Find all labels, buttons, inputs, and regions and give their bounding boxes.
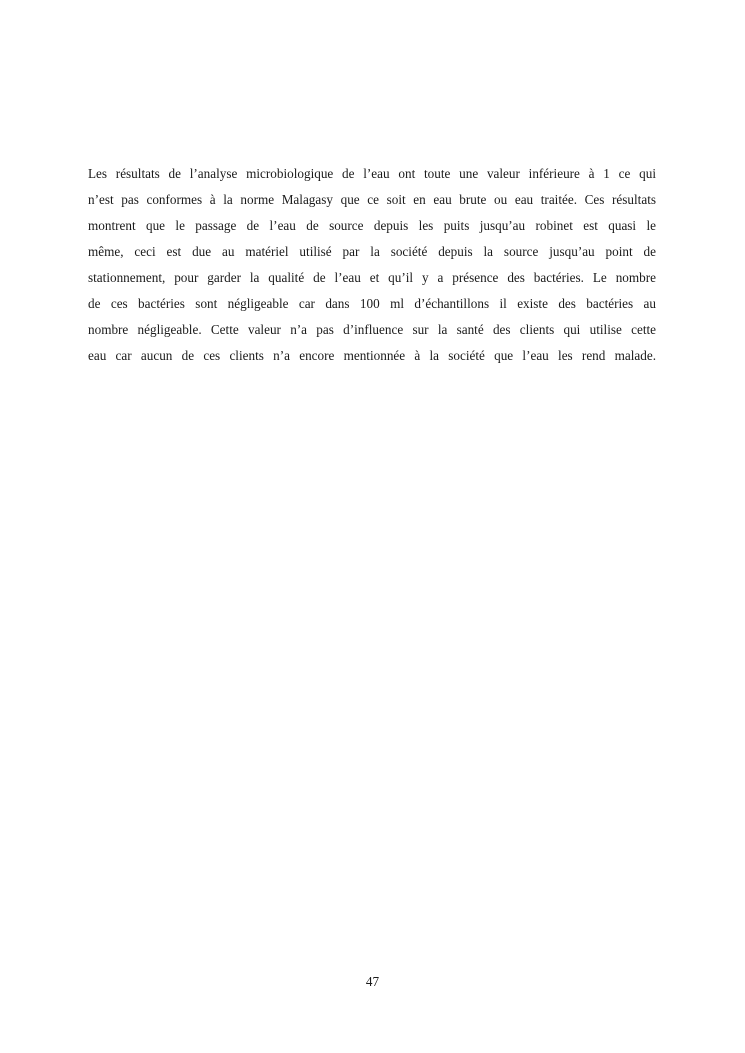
paragraph-line-2: n’est pas conformes à la norme Malagasy que ce soit en eau brute ou eau traitée. Ces résultats [88,192,656,207]
page-number: 47 [365,974,380,989]
paragraph-line-7: nombre négligeable. Cette valeur n’a pas d’influence sur la santé des clients qui utilise cette [88,322,656,337]
paragraph-line-6: de ces bactéries sont négligeable car dans 100 ml d’échantillons il existe des bactéries au [88,296,656,311]
paragraph-line-3: montrent que le passage de l’eau de source depuis les puits jusqu’au robinet est quasi le [88,218,656,233]
paragraph-line-8: eau car aucun de ces clients n’a encore mentionnée à la société que l’eau les rend malade. [88,348,656,363]
body-paragraph [88,161,656,369]
paragraph-line-4: même, ceci est due au matériel utilisé par la société depuis la source jusqu’au point de [88,244,656,259]
paragraph-line-1: Les résultats de l’analyse microbiologique de l’eau ont toute une valeur inférieure à 1 ce qui [88,166,656,181]
paragraph-line-5: stationnement, pour garder la qualité de l’eau et qu’il y a présence des bactéries. Le nombre [88,270,656,285]
